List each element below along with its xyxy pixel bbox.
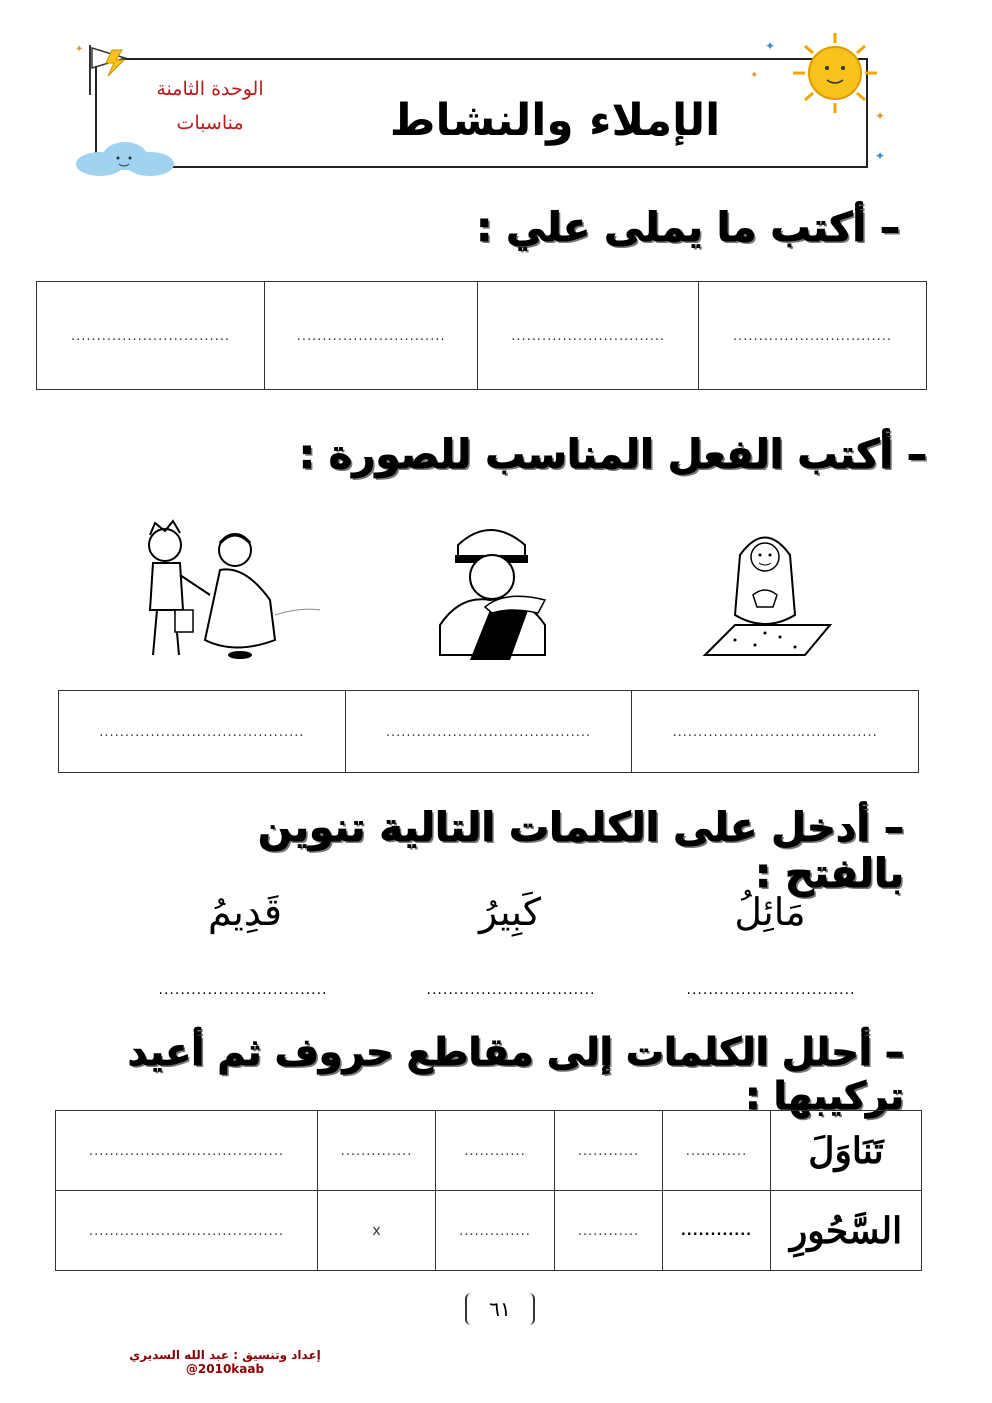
boy-giving-charity-image (125, 515, 325, 665)
syllable-cell[interactable]: x (318, 1191, 436, 1271)
section1-title: – أكتب ما يملى علي : (476, 205, 900, 251)
svg-text:✦: ✦ (875, 149, 886, 163)
girl-praying-image (695, 515, 835, 670)
verb-cell[interactable]: ........................................ (345, 691, 632, 773)
word-qadim: قَدِيمُ (208, 890, 282, 934)
page-number: ٦١ (465, 1293, 535, 1325)
section3-title: – أدخل على الكلمات التالية تنوين بالفتح : (258, 805, 904, 897)
word-mail: مَائِلُ (734, 890, 806, 934)
syllable-cell[interactable]: .............. (318, 1111, 436, 1191)
section2-title: – أكتب الفعل المناسب للصورة : (298, 432, 927, 478)
svg-text:✦: ✦ (875, 109, 886, 123)
word-kabir: كَبِيرُ (479, 890, 541, 934)
credit-text: إعداد وتنسيق : عبد الله السديري 2010kaab@ (129, 1348, 321, 1376)
blank-mail[interactable]: ............................... (686, 982, 856, 998)
dictation-cell[interactable]: ............................... (37, 282, 265, 390)
svg-text:✦: ✦ (765, 39, 776, 53)
syllable-cell[interactable]: .............. (436, 1191, 555, 1271)
topic-label: مناسبات (176, 112, 244, 134)
dictation-cell[interactable]: .............................. (478, 282, 699, 390)
blank-kabir[interactable]: ............................... (426, 982, 596, 998)
dictation-cell[interactable]: ............................... (699, 282, 927, 390)
analysis-word: تَنَاوَلَ (771, 1111, 922, 1191)
page-title: الإملاء والنشاط (389, 95, 721, 146)
syllable-cell[interactable]: ............ (555, 1191, 663, 1271)
boy-reading-quran-image (430, 515, 560, 665)
syllable-cell[interactable]: ............ (555, 1111, 663, 1191)
dictation-cell[interactable]: ............................. (265, 282, 478, 390)
svg-text:✦: ✦ (75, 44, 84, 55)
dictation-table (36, 281, 927, 390)
blank-qadim[interactable]: ............................... (158, 982, 328, 998)
svg-text:✦: ✦ (750, 70, 759, 81)
unit-label: الوحدة الثامنة (156, 78, 264, 100)
syllable-cell[interactable]: ............ (663, 1111, 771, 1191)
cloud-icon (70, 138, 180, 178)
analysis-word: السَّحُورِ (771, 1191, 922, 1271)
syllables-table (55, 1110, 922, 1271)
section4-title: – أحلل الكلمات إلى مقاطع حروف ثم أعيد تركيبها : (127, 1030, 904, 1118)
recompose-cell[interactable]: ...................................... (56, 1191, 318, 1271)
verb-cell[interactable]: ........................................ (59, 691, 346, 773)
recompose-cell[interactable]: ...................................... (56, 1111, 318, 1191)
sparkles-icon (870, 100, 900, 170)
verbs-table (58, 690, 919, 773)
syllable-cell[interactable]: ............ (436, 1111, 555, 1191)
verb-cell[interactable]: ........................................ (632, 691, 919, 773)
syllable-cell[interactable]: ............ (663, 1191, 771, 1271)
